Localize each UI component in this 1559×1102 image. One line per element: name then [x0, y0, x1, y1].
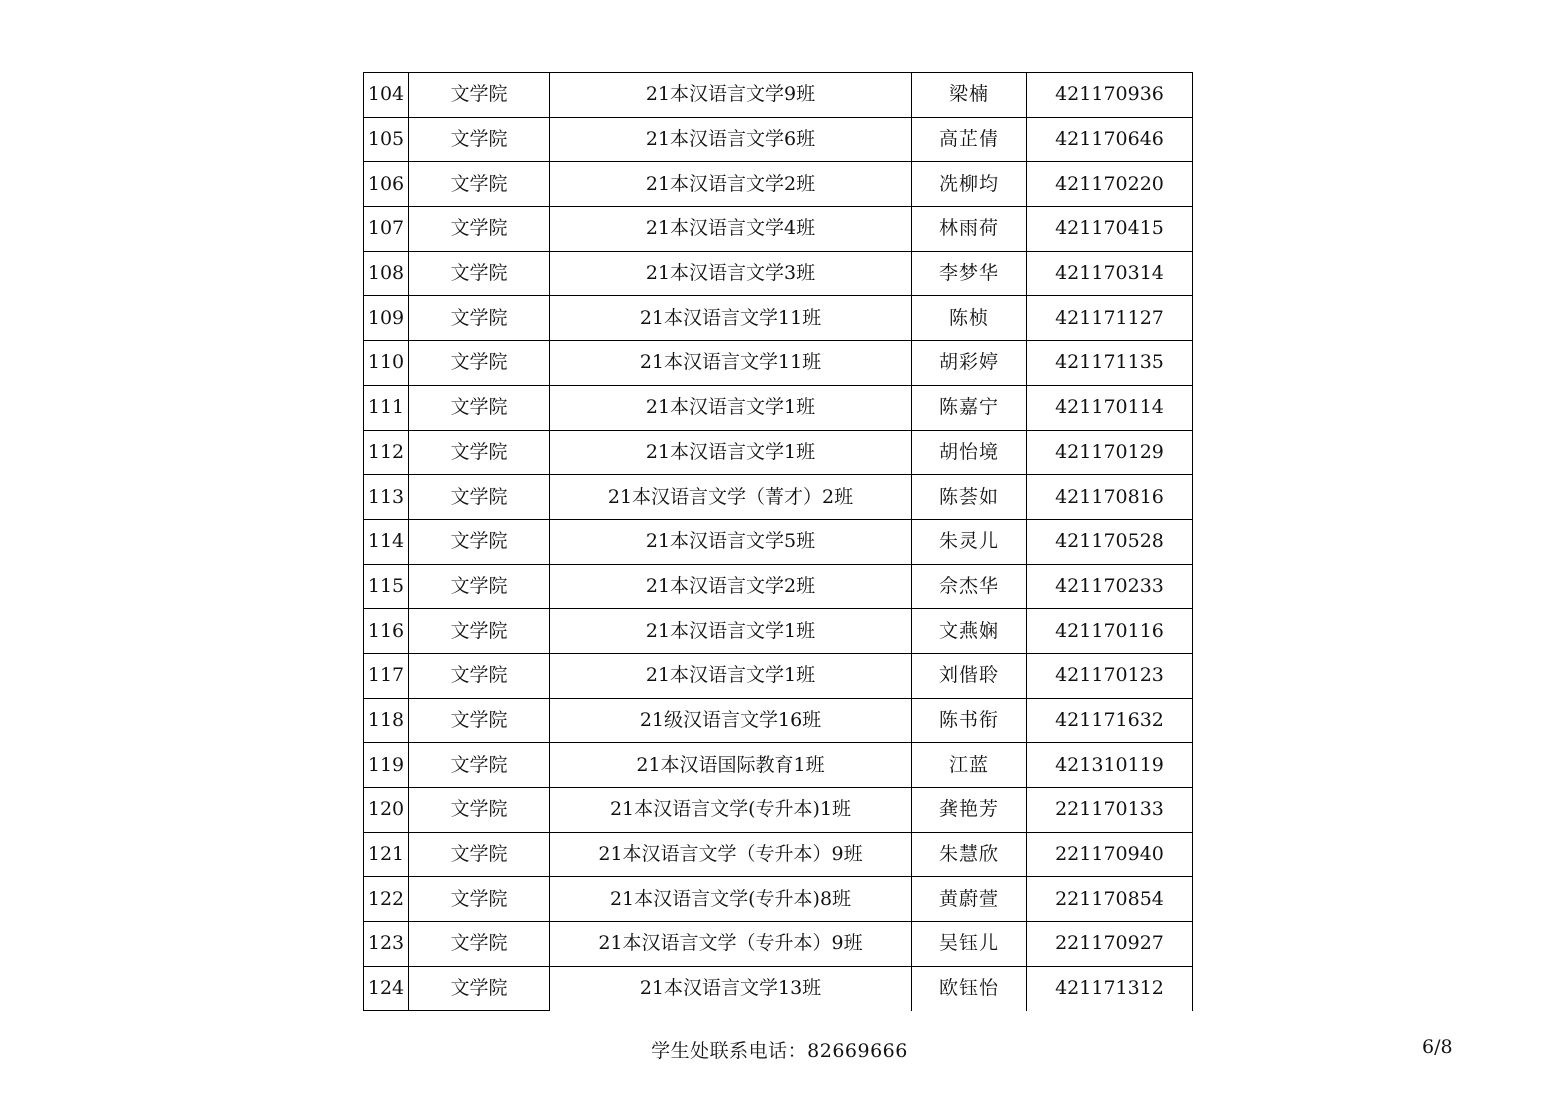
- row-number: 117: [364, 653, 409, 698]
- class-cell: 21本汉语言文学11班: [550, 296, 912, 341]
- row-number: 111: [364, 385, 409, 430]
- college-cell: 文学院: [409, 341, 550, 386]
- student-name-cell: 陈桢: [912, 296, 1027, 341]
- row-number: 124: [364, 966, 409, 1011]
- student-name-cell: 佘杰华: [912, 564, 1027, 609]
- student-name-cell: 李梦华: [912, 251, 1027, 296]
- class-cell: 21本汉语言文学13班: [550, 966, 912, 1011]
- table-row: [364, 564, 1193, 609]
- class-cell: 21级汉语言文学16班: [550, 698, 912, 743]
- student-name-cell: 朱灵儿: [912, 519, 1027, 564]
- class-cell: 21本汉语言文学11班: [550, 341, 912, 386]
- class-cell: 21本汉语言文学1班: [550, 653, 912, 698]
- row-number: 116: [364, 609, 409, 654]
- row-number: 120: [364, 788, 409, 833]
- table-row: [364, 832, 1193, 877]
- student-id-cell: 421171127: [1027, 296, 1193, 341]
- college-cell: 文学院: [409, 832, 550, 877]
- student-name-cell: 文燕娴: [912, 609, 1027, 654]
- college-cell: 文学院: [409, 73, 550, 118]
- class-cell: 21本汉语言文学1班: [550, 430, 912, 475]
- college-cell: 文学院: [409, 922, 550, 967]
- class-cell: 21本汉语言文学6班: [550, 117, 912, 162]
- table-row: [364, 877, 1193, 922]
- student-id-cell: 421170415: [1027, 207, 1193, 252]
- class-cell: 21本汉语国际教育1班: [550, 743, 912, 788]
- row-number: 121: [364, 832, 409, 877]
- college-cell: 文学院: [409, 207, 550, 252]
- row-number: 119: [364, 743, 409, 788]
- student-name-cell: 高芷倩: [912, 117, 1027, 162]
- table-row: [364, 341, 1193, 386]
- college-cell: 文学院: [409, 564, 550, 609]
- student-name-cell: 林雨荷: [912, 207, 1027, 252]
- student-name-cell: 冼柳均: [912, 162, 1027, 207]
- class-cell: 21本汉语言文学1班: [550, 609, 912, 654]
- college-cell: 文学院: [409, 609, 550, 654]
- row-number: 123: [364, 922, 409, 967]
- college-cell: 文学院: [409, 475, 550, 520]
- table-row: [364, 385, 1193, 430]
- student-id-cell: 221170940: [1027, 832, 1193, 877]
- table-row: [364, 653, 1193, 698]
- class-cell: 21本汉语言文学2班: [550, 564, 912, 609]
- student-id-cell: 421171135: [1027, 341, 1193, 386]
- row-number: 115: [364, 564, 409, 609]
- student-id-cell: 421170314: [1027, 251, 1193, 296]
- student-roster-table: [363, 72, 1193, 1011]
- student-id-cell: 421170936: [1027, 73, 1193, 118]
- student-id-cell: 421170646: [1027, 117, 1193, 162]
- class-cell: 21本汉语言文学（菁才）2班: [550, 475, 912, 520]
- row-number: 108: [364, 251, 409, 296]
- class-cell: 21本汉语言文学5班: [550, 519, 912, 564]
- table-row: [364, 475, 1193, 520]
- college-cell: 文学院: [409, 430, 550, 475]
- college-cell: 文学院: [409, 385, 550, 430]
- class-cell: 21本汉语言文学（专升本）9班: [550, 922, 912, 967]
- college-cell: 文学院: [409, 653, 550, 698]
- row-number: 122: [364, 877, 409, 922]
- class-cell: 21本汉语言文学2班: [550, 162, 912, 207]
- student-name-cell: 黄蔚萱: [912, 877, 1027, 922]
- student-id-cell: 421170116: [1027, 609, 1193, 654]
- row-number: 106: [364, 162, 409, 207]
- table-row: [364, 207, 1193, 252]
- table-row: [364, 251, 1193, 296]
- table-row: [364, 698, 1193, 743]
- student-id-cell: 421171312: [1027, 966, 1193, 1011]
- class-cell: 21本汉语言文学4班: [550, 207, 912, 252]
- student-name-cell: 欧钰怡: [912, 966, 1027, 1011]
- row-number: 105: [364, 117, 409, 162]
- student-name-cell: 陈荟如: [912, 475, 1027, 520]
- college-cell: 文学院: [409, 698, 550, 743]
- class-cell: 21本汉语言文学3班: [550, 251, 912, 296]
- college-cell: 文学院: [409, 117, 550, 162]
- student-name-cell: 胡彩婷: [912, 341, 1027, 386]
- student-name-cell: 刘偕聆: [912, 653, 1027, 698]
- student-name-cell: 吴钰儿: [912, 922, 1027, 967]
- student-id-cell: 421170220: [1027, 162, 1193, 207]
- table-row: [364, 162, 1193, 207]
- class-cell: 21本汉语言文学(专升本)1班: [550, 788, 912, 833]
- student-name-cell: 胡怡境: [912, 430, 1027, 475]
- class-cell: 21本汉语言文学1班: [550, 385, 912, 430]
- table-row: [364, 430, 1193, 475]
- table-row: [364, 73, 1193, 118]
- class-cell: 21本汉语言文学(专升本)8班: [550, 877, 912, 922]
- row-number: 118: [364, 698, 409, 743]
- student-name-cell: 陈嘉宁: [912, 385, 1027, 430]
- student-id-cell: 421171632: [1027, 698, 1193, 743]
- student-name-cell: 龚艳芳: [912, 788, 1027, 833]
- student-id-cell: 421170123: [1027, 653, 1193, 698]
- row-number: 110: [364, 341, 409, 386]
- college-cell: 文学院: [409, 519, 550, 564]
- class-cell: 21本汉语言文学（专升本）9班: [550, 832, 912, 877]
- table-row: [364, 788, 1193, 833]
- row-number: 107: [364, 207, 409, 252]
- student-id-cell: 421170129: [1027, 430, 1193, 475]
- student-id-cell: 421170528: [1027, 519, 1193, 564]
- table-row: [364, 519, 1193, 564]
- student-id-cell: 421170233: [1027, 564, 1193, 609]
- table-row: [364, 743, 1193, 788]
- college-cell: 文学院: [409, 296, 550, 341]
- table-row: [364, 966, 1193, 1011]
- class-cell: 21本汉语言文学9班: [550, 73, 912, 118]
- student-id-cell: 421310119: [1027, 743, 1193, 788]
- college-cell: 文学院: [409, 788, 550, 833]
- footer-contact-phone: 学生处联系电话：82669666: [651, 1040, 908, 1062]
- college-cell: 文学院: [409, 966, 550, 1011]
- student-name-cell: 朱慧欣: [912, 832, 1027, 877]
- student-name-cell: 梁楠: [912, 73, 1027, 118]
- college-cell: 文学院: [409, 162, 550, 207]
- page-number: 6/8: [1422, 1036, 1453, 1058]
- row-number: 104: [364, 73, 409, 118]
- college-cell: 文学院: [409, 251, 550, 296]
- roster-body: [364, 73, 1193, 1011]
- student-id-cell: 421170114: [1027, 385, 1193, 430]
- table-row: [364, 609, 1193, 654]
- student-name-cell: 江蓝: [912, 743, 1027, 788]
- college-cell: 文学院: [409, 877, 550, 922]
- table-row: [364, 922, 1193, 967]
- row-number: 113: [364, 475, 409, 520]
- table-row: [364, 117, 1193, 162]
- student-id-cell: 421170816: [1027, 475, 1193, 520]
- row-number: 112: [364, 430, 409, 475]
- student-id-cell: 221170927: [1027, 922, 1193, 967]
- table-row: [364, 296, 1193, 341]
- student-id-cell: 221170133: [1027, 788, 1193, 833]
- college-cell: 文学院: [409, 743, 550, 788]
- row-number: 114: [364, 519, 409, 564]
- student-id-cell: 221170854: [1027, 877, 1193, 922]
- row-number: 109: [364, 296, 409, 341]
- student-name-cell: 陈书衔: [912, 698, 1027, 743]
